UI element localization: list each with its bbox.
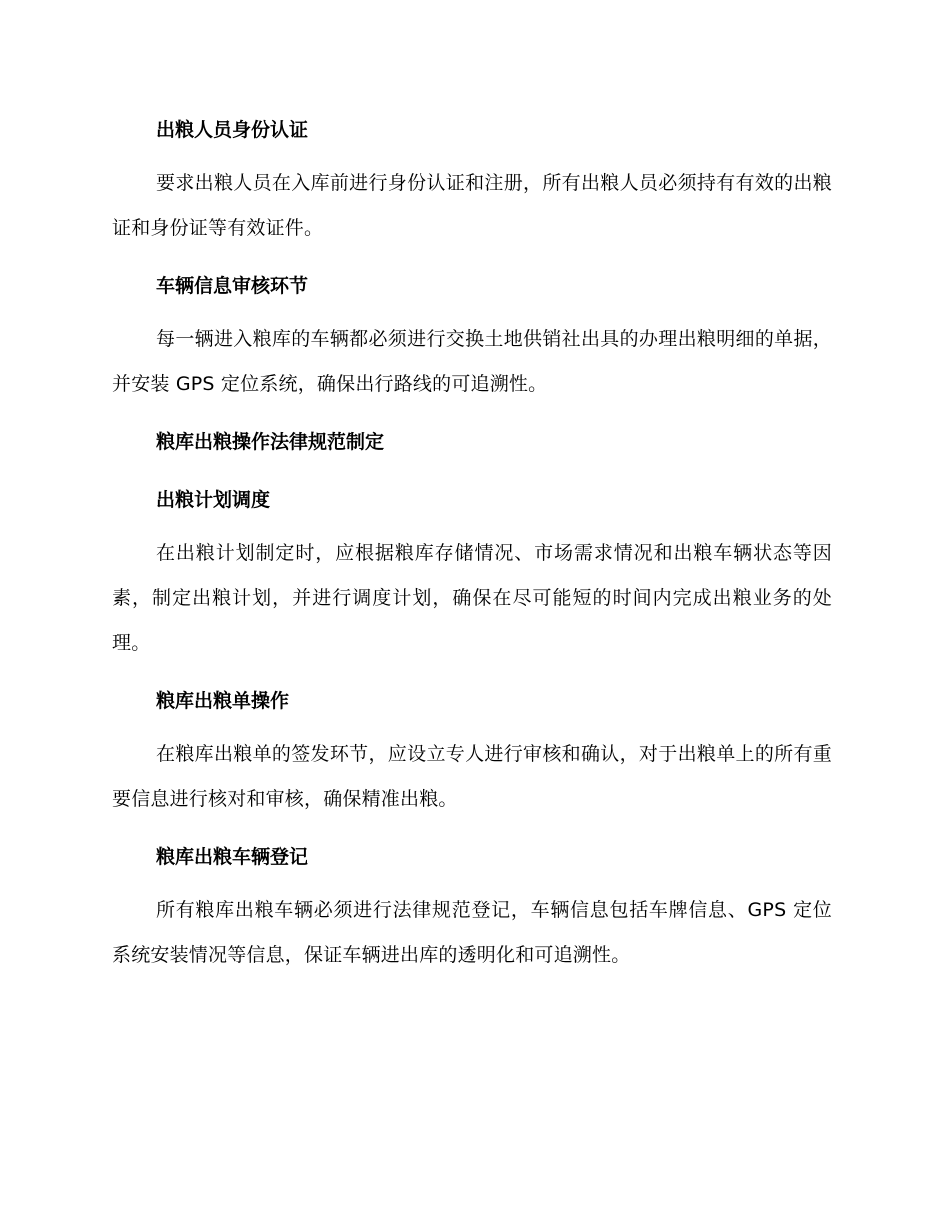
section-body-vehicle-review: 每一辆进入粮库的车辆都必须进行交换土地供销社出具的办理出粮明细的单据，并安装 GPS 定位系统，确保出行路线的可追溯性。	[112, 328, 832, 395]
document-page	[112, 108, 832, 978]
section-heading-vehicle-review: 车辆信息审核环节	[156, 275, 309, 297]
section-heading-legal-regulations: 粮库出粮操作法律规范制定	[156, 431, 385, 453]
section-heading-release-order: 粮库出粮单操作	[156, 690, 290, 712]
section-heading-identity-verification: 出粮人员身份认证	[156, 119, 309, 141]
section-body-dispatch-plan: 在出粮计划制定时，应根据粮库存储情况、市场需求情况和出粮车辆状态等因素，制定出粮计划，并进行调度计划，确保在尽可能短的时间内完成出粮业务的处理。	[112, 542, 832, 654]
section-body-release-order: 在粮库出粮单的签发环节，应设立专人进行审核和确认，对于出粮单上的所有重要信息进行核对和审核，确保精准出粮。	[112, 743, 832, 810]
section-body-vehicle-registration: 所有粮库出粮车辆必须进行法律规范登记，车辆信息包括车牌信息、GPS 定位系统安装情况等信息，保证车辆进出库的透明化和可追溯性。	[112, 899, 832, 966]
section-body-identity-verification: 要求出粮人员在入库前进行身份认证和注册，所有出粮人员必须持有有效的出粮证和身份证等有效证件。	[112, 172, 832, 239]
section-heading-vehicle-registration: 粮库出粮车辆登记	[156, 846, 309, 868]
section-heading-dispatch-plan: 出粮计划调度	[156, 489, 271, 511]
